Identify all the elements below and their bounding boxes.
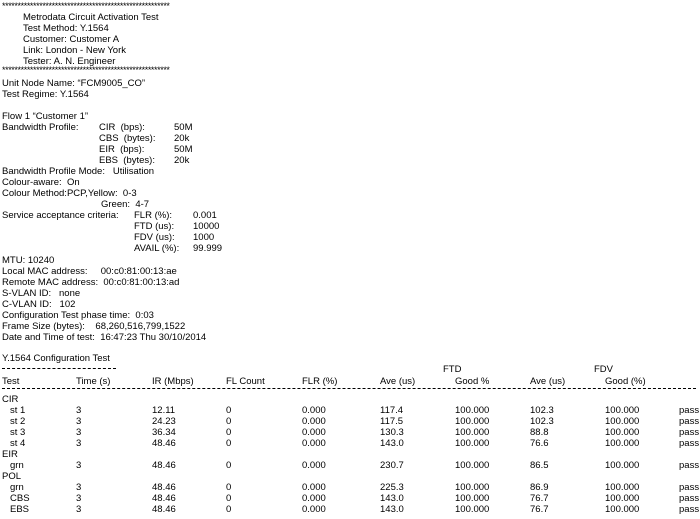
cell-fdv-good: 100.000 bbox=[605, 482, 640, 493]
row-label: st 1 bbox=[10, 405, 26, 416]
column-header: Test bbox=[2, 376, 20, 387]
column-header: FLR (%) bbox=[302, 376, 338, 387]
cell-fdv-ave: 76.7 bbox=[530, 504, 549, 515]
cell-time: 3 bbox=[76, 482, 82, 493]
bw-param-value: 20k bbox=[174, 133, 190, 144]
cell-ftd-good: 100.000 bbox=[455, 416, 490, 427]
cell-ftd-good: 100.000 bbox=[455, 460, 490, 471]
cell-ir: 24.23 bbox=[152, 416, 176, 427]
row-label: st 2 bbox=[10, 416, 26, 427]
cell-time: 3 bbox=[76, 493, 82, 504]
cell-result: pass bbox=[679, 427, 700, 438]
row-label: st 3 bbox=[10, 427, 26, 438]
group-header-ftd: FTD bbox=[443, 364, 462, 375]
cell-ir: 48.46 bbox=[152, 438, 176, 449]
cell-ir: 12.11 bbox=[152, 405, 176, 416]
cell-time: 3 bbox=[76, 416, 82, 427]
cell-fl: 0 bbox=[226, 460, 232, 471]
phase-time: Configuration Test phase time: 0:03 bbox=[2, 310, 154, 321]
cell-flr: 0.000 bbox=[302, 504, 326, 515]
cell-fdv-ave: 86.5 bbox=[530, 460, 549, 471]
cell-time: 3 bbox=[76, 460, 82, 471]
sac-param-label: FDV (us): bbox=[134, 232, 175, 243]
row-label: st 4 bbox=[10, 438, 26, 449]
bw-param-label: CIR (bps): bbox=[99, 122, 145, 133]
test-datetime: Date and Time of test: 16:47:23 Thu 30/10/2014 bbox=[2, 332, 207, 343]
table-title: Y.1564 Configuration Test bbox=[2, 353, 110, 364]
colour-aware: Colour-aware: On bbox=[2, 177, 80, 188]
cell-fdv-good: 100.000 bbox=[605, 493, 640, 504]
cell-fdv-good: 100.000 bbox=[605, 405, 640, 416]
cell-flr: 0.000 bbox=[302, 438, 326, 449]
cell-ftd-good: 100.000 bbox=[455, 438, 490, 449]
cell-flr: 0.000 bbox=[302, 460, 326, 471]
cell-fdv-ave: 86.9 bbox=[530, 482, 549, 493]
cell-ir: 48.46 bbox=[152, 460, 176, 471]
cell-ir: 48.46 bbox=[152, 504, 176, 515]
cell-ir: 36.34 bbox=[152, 427, 176, 438]
remote-mac: Remote MAC address: 00:c0:81:00:13:ad bbox=[2, 277, 180, 288]
cell-result: pass bbox=[679, 493, 700, 504]
sac-param-value: 0.001 bbox=[193, 210, 217, 221]
row-label: CBS bbox=[10, 493, 30, 504]
bandwidth-profile-label: Bandwidth Profile: bbox=[2, 122, 79, 133]
cell-fl: 0 bbox=[226, 493, 232, 504]
banner-stars-bottom: ****************************************************** bbox=[2, 65, 170, 75]
title-underline bbox=[2, 368, 116, 369]
bw-param-value: 50M bbox=[174, 122, 193, 133]
banner-line: Metrodata Circuit Activation Test bbox=[23, 12, 159, 23]
cell-ftd-good: 100.000 bbox=[455, 493, 490, 504]
sac-param-label: AVAIL (%): bbox=[134, 243, 180, 254]
cell-flr: 0.000 bbox=[302, 416, 326, 427]
group-header-fdv: FDV bbox=[594, 364, 613, 375]
bw-param-label: EBS (bytes): bbox=[99, 155, 155, 166]
table-section-label: POL bbox=[2, 471, 22, 482]
cell-fl: 0 bbox=[226, 427, 232, 438]
cell-fdv-good: 100.000 bbox=[605, 427, 640, 438]
cell-ir: 48.46 bbox=[152, 482, 176, 493]
sac-param-value: 1000 bbox=[193, 232, 215, 243]
bw-param-label: EIR (bps): bbox=[99, 144, 145, 155]
cell-fdv-ave: 102.3 bbox=[530, 416, 554, 427]
sac-label: Service acceptance criteria: bbox=[2, 210, 119, 221]
banner-line: Tester: A. N. Engineer bbox=[23, 56, 116, 67]
sac-param-value: 10000 bbox=[193, 221, 220, 232]
bw-profile-mode: Bandwidth Profile Mode: Utilisation bbox=[2, 166, 155, 177]
colour-method: Colour Method:PCP,Yellow: 0-3 bbox=[2, 188, 137, 199]
sac-param-value: 99.999 bbox=[193, 243, 223, 254]
cell-result: pass bbox=[679, 482, 700, 493]
cell-flr: 0.000 bbox=[302, 493, 326, 504]
cell-ir: 48.46 bbox=[152, 493, 176, 504]
bw-param-value: 20k bbox=[174, 155, 190, 166]
banner-line: Test Method: Y.1564 bbox=[23, 23, 109, 34]
column-header: Good % bbox=[455, 376, 490, 387]
cell-ftd-ave: 225.3 bbox=[380, 482, 404, 493]
bw-param-label: CBS (bytes): bbox=[99, 133, 156, 144]
cell-result: pass bbox=[679, 438, 700, 449]
cell-fdv-good: 100.000 bbox=[605, 504, 640, 515]
column-header: FL Count bbox=[226, 376, 265, 387]
sac-param-label: FLR (%): bbox=[134, 210, 172, 221]
column-header: Good (%) bbox=[605, 376, 646, 387]
flow-title: Flow 1 “Customer 1” bbox=[2, 111, 89, 122]
cell-ftd-ave: 143.0 bbox=[380, 504, 404, 515]
cell-fl: 0 bbox=[226, 504, 232, 515]
row-label: grn bbox=[10, 460, 24, 471]
cell-fl: 0 bbox=[226, 405, 232, 416]
cell-ftd-ave: 117.4 bbox=[380, 405, 404, 416]
svlan-id: S-VLAN ID: none bbox=[2, 288, 81, 299]
column-header: IR (Mbps) bbox=[152, 376, 194, 387]
cell-fdv-ave: 102.3 bbox=[530, 405, 554, 416]
cell-time: 3 bbox=[76, 405, 82, 416]
cell-fdv-good: 100.000 bbox=[605, 460, 640, 471]
cell-ftd-ave: 117.5 bbox=[380, 416, 404, 427]
cell-result: pass bbox=[679, 504, 700, 515]
cell-ftd-good: 100.000 bbox=[455, 482, 490, 493]
cell-fdv-ave: 76.7 bbox=[530, 493, 549, 504]
cvlan-id: C-VLAN ID: 102 bbox=[2, 299, 76, 310]
test-regime: Test Regime: Y.1564 bbox=[2, 89, 89, 100]
cell-ftd-good: 100.000 bbox=[455, 504, 490, 515]
mtu: MTU: 10240 bbox=[2, 255, 55, 266]
cell-result: pass bbox=[679, 416, 700, 427]
row-label: grn bbox=[10, 482, 24, 493]
column-header: Ave (us) bbox=[530, 376, 566, 387]
row-label: EBS bbox=[10, 504, 30, 515]
cell-fl: 0 bbox=[226, 416, 232, 427]
cell-ftd-good: 100.000 bbox=[455, 405, 490, 416]
cell-time: 3 bbox=[76, 504, 82, 515]
cell-fl: 0 bbox=[226, 482, 232, 493]
local-mac: Local MAC address: 00:c0:81:00:13:ae bbox=[2, 266, 177, 277]
cell-time: 3 bbox=[76, 438, 82, 449]
cell-ftd-ave: 143.0 bbox=[380, 438, 404, 449]
cell-fdv-ave: 88.8 bbox=[530, 427, 549, 438]
cell-fl: 0 bbox=[226, 438, 232, 449]
cell-ftd-ave: 143.0 bbox=[380, 493, 404, 504]
banner-line: Link: London - New York bbox=[23, 45, 126, 56]
table-section-label: EIR bbox=[2, 449, 18, 460]
cell-fdv-good: 100.000 bbox=[605, 416, 640, 427]
header-divider bbox=[2, 388, 696, 389]
colour-green: Green: 4-7 bbox=[101, 199, 150, 210]
banner-stars-top: ****************************************************** bbox=[2, 1, 170, 11]
bw-param-value: 50M bbox=[174, 144, 193, 155]
column-header: Time (s) bbox=[76, 376, 111, 387]
cell-ftd-good: 100.000 bbox=[455, 427, 490, 438]
cell-ftd-ave: 130.3 bbox=[380, 427, 404, 438]
sac-param-label: FTD (us): bbox=[134, 221, 175, 232]
cell-result: pass bbox=[679, 460, 700, 471]
frame-size: Frame Size (bytes): 68,260,516,799,1522 bbox=[2, 321, 186, 332]
cell-time: 3 bbox=[76, 427, 82, 438]
unit-node-name: Unit Node Name: “FCM9005_CO” bbox=[2, 78, 146, 89]
column-header: Ave (us) bbox=[380, 376, 416, 387]
cell-flr: 0.000 bbox=[302, 482, 326, 493]
cell-flr: 0.000 bbox=[302, 427, 326, 438]
cell-flr: 0.000 bbox=[302, 405, 326, 416]
cell-ftd-ave: 230.7 bbox=[380, 460, 404, 471]
cell-fdv-good: 100.000 bbox=[605, 438, 640, 449]
cell-result: pass bbox=[679, 405, 700, 416]
cell-fdv-ave: 76.6 bbox=[530, 438, 549, 449]
banner-line: Customer: Customer A bbox=[23, 34, 120, 45]
table-section-label: CIR bbox=[2, 394, 19, 405]
